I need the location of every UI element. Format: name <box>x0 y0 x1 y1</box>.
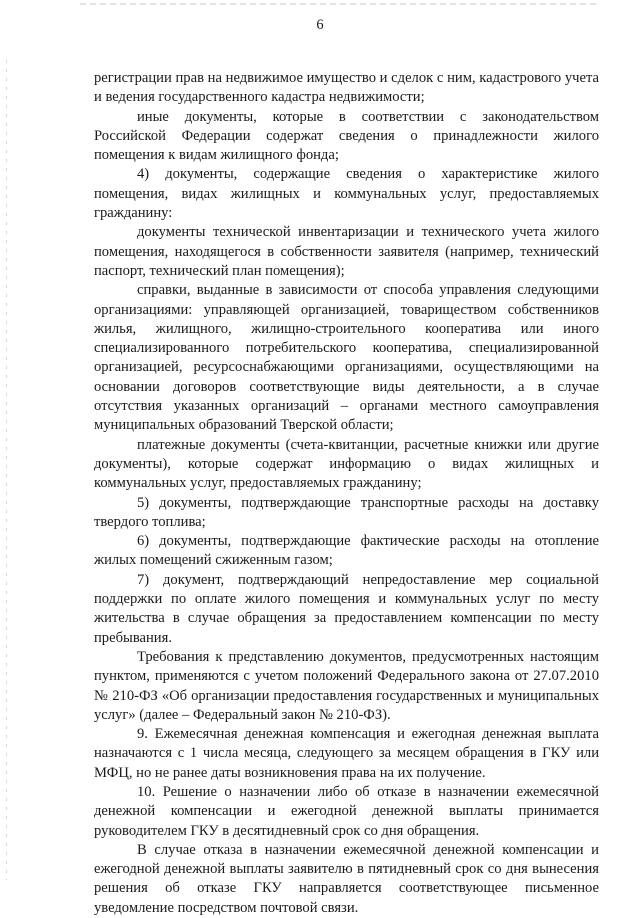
paragraph: документы технической инвентаризации и технического учета жилого помещения, находящегося в собственности заявителя (например, технический паспорт, технический план помещения); <box>94 224 599 279</box>
paragraph: 6) документы, подтверждающие фактические расходы на отопление жилых помещений сжиженным газом; <box>94 533 599 569</box>
paragraph: 5) документы, подтверждающие транспортные расходы на доставку твердого топлива; <box>94 494 599 530</box>
paragraph: иные документы, которые в соответствии с законодательством Российской Федерации содержат сведения о принадлежности жилого помещения к видам жилищного фонда; <box>94 108 599 164</box>
scan-artifact-left <box>6 60 7 880</box>
paragraph: 9. Ежемесячная денежная компенсация и ежегодная денежная выплата назначаются с 1 числа месяца, следующего за месяцем обращения в ГКУ или МФЦ, но не ранее даты возникновения права на их получение. <box>94 726 599 781</box>
paragraph: 7) документ, подтверждающий непредоставление мер социальной поддержки по оплате жилого помещения и коммунальных услуг по месту жительства в случае обращения за предоставлением компенсации по месту пребывания. <box>94 571 599 646</box>
page-number: 6 <box>316 17 324 33</box>
paragraph: 10. Решение о назначении либо об отказе в назначении ежемесячной денежной компенсации и ежегодной денежной выплаты принимается руководителем ГКУ в десятидневный срок со дня обращения. <box>94 783 599 839</box>
paragraph: платежные документы (счета-квитанции, расчетные книжки или другие документы), которые содержат информацию о видах жилищных и коммунальных услуг, предоставляемых гражданину; <box>94 436 599 492</box>
paragraph: 4) документы, содержащие сведения о характеристике жилого помещения, видах жилищных и коммунальных услуг, предоставляемых гражданину: <box>94 166 599 222</box>
scan-artifact-top <box>80 3 600 5</box>
document-body <box>94 69 599 918</box>
paragraph: В случае отказа в назначении ежемесячной денежной компенсации и ежегодной денежной выплаты заявителю в пятидневный срок со дня вынесения решения об отказе ГКУ направляется соответствующее письменное уведомление посредством почтовой связи. <box>94 841 599 916</box>
paragraph: регистрации прав на недвижимое имущество и сделок с ним, кадастрового учета и ведения государственного кадастра недвижимости; <box>94 70 599 106</box>
paragraph: справки, выданные в зависимости от способа управления следующими организациями: управляющей организацией, товариществом собственников жилья, жилищного, жилищно-строительного кооператива или иного специализированного потребительского кооператива, специализированной организацией, ресурсоснабжающими организациями, осуществляющими на основании договоров соответствующие виды деятельности, а в случае отсутствия указанных организаций – органами местного самоуправления муниципальных образований Тверской области; <box>94 282 599 434</box>
paragraph: Требования к представлению документов, предусмотренных настоящим пунктом, применяются с учетом положений Федерального закона от 27.07.2010 № 210-ФЗ «Об организации предоставления государственных и муниципальных услуг» (далее – Федеральный закон № 210-ФЗ). <box>94 648 599 723</box>
